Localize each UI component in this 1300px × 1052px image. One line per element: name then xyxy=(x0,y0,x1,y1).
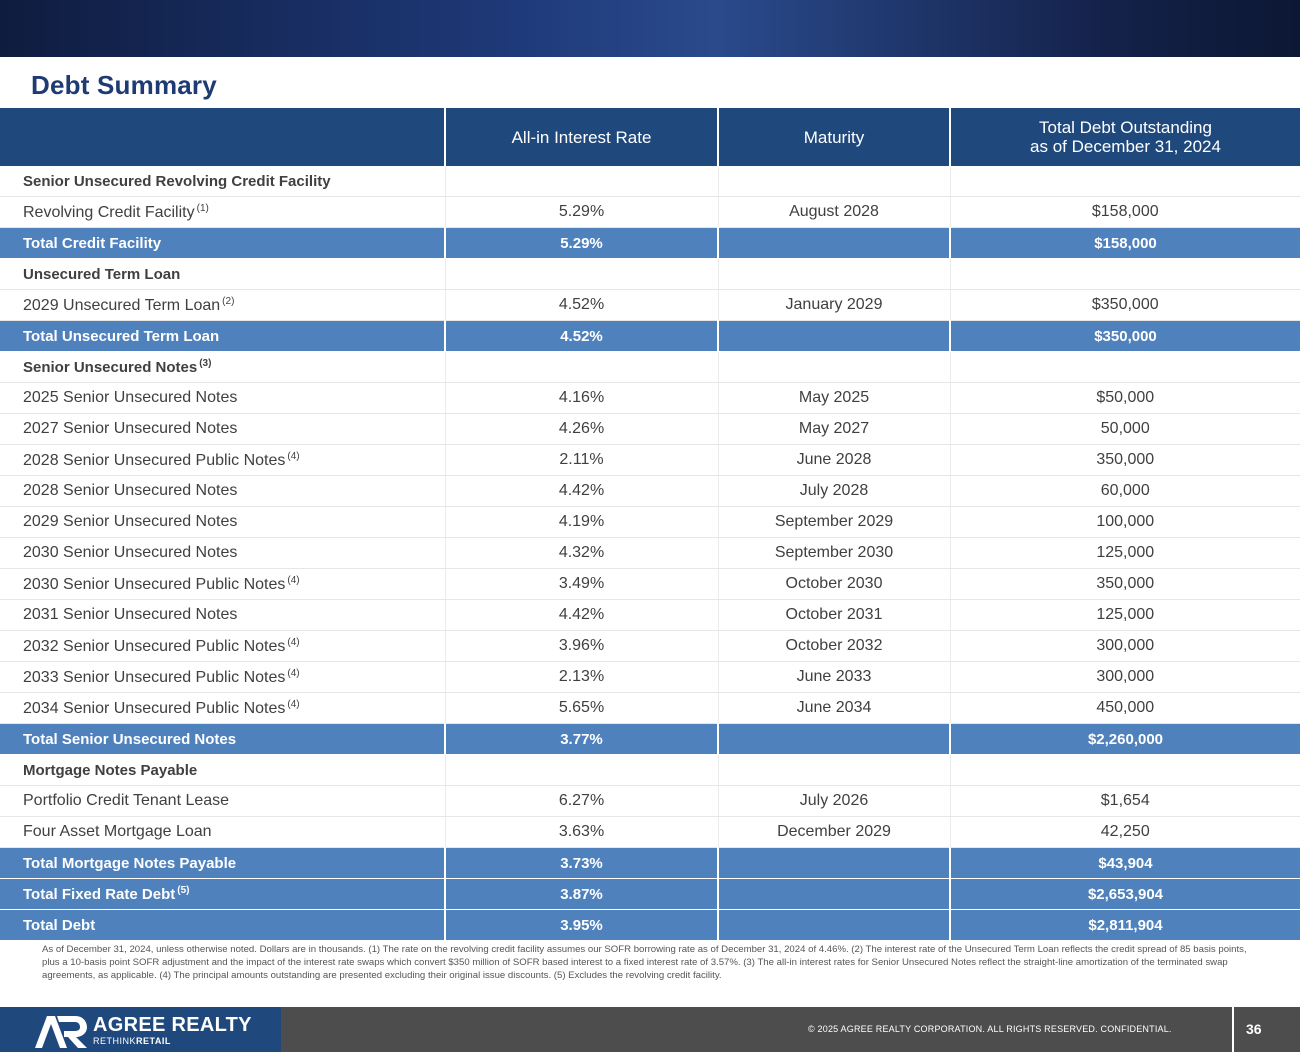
footnote-marker: (4) xyxy=(287,574,300,586)
table-row xyxy=(0,631,1300,662)
table-row xyxy=(0,197,1300,228)
total-debt-cell: $350,000 xyxy=(950,321,1300,352)
maturity-cell xyxy=(718,228,950,259)
table-row xyxy=(0,445,1300,476)
maturity-cell xyxy=(718,352,950,383)
interest-rate-cell: 3.73% xyxy=(445,848,718,879)
interest-rate-cell: 4.16% xyxy=(445,383,718,414)
debt-summary-table xyxy=(0,108,1300,941)
agree-realty-logo xyxy=(33,1010,278,1050)
total-debt-cell: 50,000 xyxy=(950,414,1300,445)
table-header-row xyxy=(0,108,1300,166)
row-label-cell xyxy=(0,197,445,228)
total-debt-cell xyxy=(950,259,1300,290)
row-label-cell xyxy=(0,321,445,352)
maturity-cell: July 2026 xyxy=(718,786,950,817)
footer-divider xyxy=(1232,1007,1234,1052)
row-label: 2032 Senior Unsecured Public Notes xyxy=(23,637,286,655)
total-debt-cell: $158,000 xyxy=(950,228,1300,259)
table-row xyxy=(0,538,1300,569)
row-label: 2025 Senior Unsecured Notes xyxy=(23,389,238,406)
interest-rate-cell: 4.42% xyxy=(445,600,718,631)
total-debt-cell: $350,000 xyxy=(950,290,1300,321)
row-label-cell xyxy=(0,259,445,290)
header-total-debt xyxy=(950,108,1300,166)
agree-realty-logo-icon xyxy=(33,1012,91,1048)
maturity-cell xyxy=(718,259,950,290)
footnote: As of December 31, 2024, unless otherwise noted. Dollars are in thousands. (1) The rate on the revolving credit facility assumes our SOFR borrowing rate as of December 31, 2024 of 4.46%. (2) The interest rate of the Unsecured Term Loan reflects the credit spread of 85 basis points, plus a 10-basis point SOFR adjustment and the impact of the interest rate swaps which convert $350 million of SOFR based interest to a fixed interest rate of 3.57%. (3) The all-in interest rates for Senior Unsecured Notes reflect the straight-line amortization of the terminated swap agreements, as applicable. (4) The principal amounts outstanding are presented excluding their original issue discounts. (5) Excludes the revolving credit facility. xyxy=(42,944,1247,982)
logo-tagline-rethink: RETHINK xyxy=(93,1036,137,1046)
row-label-cell xyxy=(0,879,445,910)
table-row xyxy=(0,693,1300,724)
row-label: 2030 Senior Unsecured Notes xyxy=(23,544,238,561)
table-row xyxy=(0,507,1300,538)
footnote-marker: (3) xyxy=(199,358,212,369)
header-label-column xyxy=(0,108,445,166)
maturity-cell xyxy=(718,879,950,910)
row-label-cell xyxy=(0,166,445,197)
maturity-cell: September 2030 xyxy=(718,538,950,569)
interest-rate-cell: 5.29% xyxy=(445,228,718,259)
table-row xyxy=(0,476,1300,507)
footnote-marker: (4) xyxy=(287,698,300,710)
total-debt-cell: $43,904 xyxy=(950,848,1300,879)
maturity-cell: June 2028 xyxy=(718,445,950,476)
total-row xyxy=(0,228,1300,259)
maturity-cell xyxy=(718,848,950,879)
row-label: Total Debt xyxy=(23,916,96,934)
interest-rate-cell xyxy=(445,755,718,786)
interest-rate-cell: 4.42% xyxy=(445,476,718,507)
total-debt-cell: $50,000 xyxy=(950,383,1300,414)
maturity-cell: January 2029 xyxy=(718,290,950,321)
maturity-cell xyxy=(718,755,950,786)
header-interest-rate: All-in Interest Rate xyxy=(445,108,718,166)
row-label-cell xyxy=(0,290,445,321)
interest-rate-cell: 5.65% xyxy=(445,693,718,724)
interest-rate-cell: 4.52% xyxy=(445,321,718,352)
maturity-cell: June 2034 xyxy=(718,693,950,724)
row-label-cell xyxy=(0,414,445,445)
maturity-cell: December 2029 xyxy=(718,817,950,848)
row-label: Total Senior Unsecured Notes xyxy=(23,730,237,748)
total-debt-cell: $2,260,000 xyxy=(950,724,1300,755)
interest-rate-cell: 3.49% xyxy=(445,569,718,600)
footnote-marker: (4) xyxy=(287,667,300,679)
row-label: Unsecured Term Loan xyxy=(23,265,181,283)
top-banner xyxy=(0,0,1300,57)
table-row xyxy=(0,600,1300,631)
total-debt-cell: $158,000 xyxy=(950,197,1300,228)
row-label: 2027 Senior Unsecured Notes xyxy=(23,420,238,437)
row-label-cell xyxy=(0,910,445,941)
total-row xyxy=(0,724,1300,755)
row-label: 2029 Unsecured Term Loan xyxy=(23,296,221,314)
footnote-marker: (4) xyxy=(287,450,300,462)
interest-rate-cell: 5.29% xyxy=(445,197,718,228)
total-debt-cell: 300,000 xyxy=(950,631,1300,662)
total-row xyxy=(0,879,1300,910)
maturity-cell: August 2028 xyxy=(718,197,950,228)
total-debt-cell: 125,000 xyxy=(950,600,1300,631)
row-label-cell xyxy=(0,724,445,755)
total-debt-cell xyxy=(950,755,1300,786)
total-debt-cell: 125,000 xyxy=(950,538,1300,569)
table-row xyxy=(0,569,1300,600)
table-row xyxy=(0,817,1300,848)
row-label: Senior Unsecured Revolving Credit Facility xyxy=(23,172,331,190)
row-label: 2028 Senior Unsecured Public Notes xyxy=(23,451,286,469)
row-label: 2033 Senior Unsecured Public Notes xyxy=(23,668,286,686)
total-debt-cell: 450,000 xyxy=(950,693,1300,724)
row-label-cell xyxy=(0,631,445,662)
row-label-cell xyxy=(0,600,445,631)
row-label: Senior Unsecured Notes xyxy=(23,359,198,376)
logo-tagline-retail: RETAIL xyxy=(136,1036,171,1046)
row-label: Total Unsecured Term Loan xyxy=(23,327,220,345)
maturity-cell: September 2029 xyxy=(718,507,950,538)
row-label: Total Credit Facility xyxy=(23,234,162,252)
row-label: Four Asset Mortgage Loan xyxy=(23,823,212,840)
row-label: 2031 Senior Unsecured Notes xyxy=(23,606,238,623)
row-label-cell xyxy=(0,476,445,507)
interest-rate-cell: 3.96% xyxy=(445,631,718,662)
total-debt-cell xyxy=(950,166,1300,197)
row-label-cell xyxy=(0,228,445,259)
interest-rate-cell: 4.32% xyxy=(445,538,718,569)
page-number: 36 xyxy=(1246,1021,1262,1037)
footnote-marker: (1) xyxy=(196,202,209,214)
maturity-cell: May 2027 xyxy=(718,414,950,445)
row-label-cell xyxy=(0,693,445,724)
table-body xyxy=(0,166,1300,941)
footnote-marker: (2) xyxy=(222,295,235,307)
footnote-marker: (5) xyxy=(177,885,190,896)
table-row xyxy=(0,662,1300,693)
total-debt-cell xyxy=(950,352,1300,383)
row-label-cell xyxy=(0,445,445,476)
header-total-debt-text: Total Debt Outstanding as of December 31, 2024 xyxy=(1030,118,1221,156)
interest-rate-cell xyxy=(445,352,718,383)
interest-rate-cell: 2.13% xyxy=(445,662,718,693)
interest-rate-cell: 3.63% xyxy=(445,817,718,848)
maturity-cell xyxy=(718,321,950,352)
table-row xyxy=(0,383,1300,414)
row-label: 2034 Senior Unsecured Public Notes xyxy=(23,699,286,717)
maturity-cell: October 2031 xyxy=(718,600,950,631)
row-label-cell xyxy=(0,662,445,693)
maturity-cell: June 2033 xyxy=(718,662,950,693)
maturity-cell xyxy=(718,724,950,755)
section-header-row xyxy=(0,166,1300,197)
row-label: Revolving Credit Facility xyxy=(23,203,195,221)
interest-rate-cell: 3.77% xyxy=(445,724,718,755)
row-label-cell xyxy=(0,848,445,879)
total-debt-cell: 60,000 xyxy=(950,476,1300,507)
row-label: Total Fixed Rate Debt xyxy=(23,886,176,903)
total-debt-cell: $2,653,904 xyxy=(950,879,1300,910)
total-row xyxy=(0,848,1300,879)
interest-rate-cell: 3.87% xyxy=(445,879,718,910)
row-label: 2030 Senior Unsecured Public Notes xyxy=(23,575,286,593)
interest-rate-cell xyxy=(445,166,718,197)
interest-rate-cell: 6.27% xyxy=(445,786,718,817)
total-debt-cell: 350,000 xyxy=(950,569,1300,600)
interest-rate-cell: 4.52% xyxy=(445,290,718,321)
maturity-cell xyxy=(718,910,950,941)
header-maturity: Maturity xyxy=(718,108,950,166)
row-label: 2028 Senior Unsecured Notes xyxy=(23,482,238,499)
row-label-cell xyxy=(0,817,445,848)
row-label-cell xyxy=(0,352,445,383)
total-debt-cell: 100,000 xyxy=(950,507,1300,538)
row-label-cell xyxy=(0,786,445,817)
total-row xyxy=(0,910,1300,941)
footnote-marker: (4) xyxy=(287,636,300,648)
section-header-row xyxy=(0,259,1300,290)
total-debt-cell: 350,000 xyxy=(950,445,1300,476)
maturity-cell xyxy=(718,166,950,197)
interest-rate-cell xyxy=(445,259,718,290)
row-label: Mortgage Notes Payable xyxy=(23,761,198,779)
total-row xyxy=(0,321,1300,352)
row-label-cell xyxy=(0,507,445,538)
maturity-cell: May 2025 xyxy=(718,383,950,414)
section-header-row xyxy=(0,352,1300,383)
row-label-cell xyxy=(0,569,445,600)
section-header-row xyxy=(0,755,1300,786)
row-label-cell xyxy=(0,383,445,414)
copyright-notice: © 2025 AGREE REALTY CORPORATION. ALL RIGHTS RESERVED. CONFIDENTIAL. xyxy=(808,1024,1172,1034)
table-row xyxy=(0,290,1300,321)
total-debt-cell: 300,000 xyxy=(950,662,1300,693)
row-label-cell xyxy=(0,755,445,786)
maturity-cell: July 2028 xyxy=(718,476,950,507)
logo-tagline xyxy=(93,1036,171,1046)
total-debt-cell: $2,811,904 xyxy=(950,910,1300,941)
interest-rate-cell: 4.26% xyxy=(445,414,718,445)
maturity-cell: October 2030 xyxy=(718,569,950,600)
row-label: Portfolio Credit Tenant Lease xyxy=(23,792,230,809)
logo-wordmark: AGREE REALTY xyxy=(93,1014,252,1036)
interest-rate-cell: 2.11% xyxy=(445,445,718,476)
row-label: Total Mortgage Notes Payable xyxy=(23,854,237,872)
maturity-cell: October 2032 xyxy=(718,631,950,662)
total-debt-cell: 42,250 xyxy=(950,817,1300,848)
page-title: Debt Summary xyxy=(31,70,217,100)
row-label: 2029 Senior Unsecured Notes xyxy=(23,513,238,530)
interest-rate-cell: 3.95% xyxy=(445,910,718,941)
interest-rate-cell: 4.19% xyxy=(445,507,718,538)
table-row xyxy=(0,414,1300,445)
total-debt-cell: $1,654 xyxy=(950,786,1300,817)
table-row xyxy=(0,786,1300,817)
row-label-cell xyxy=(0,538,445,569)
